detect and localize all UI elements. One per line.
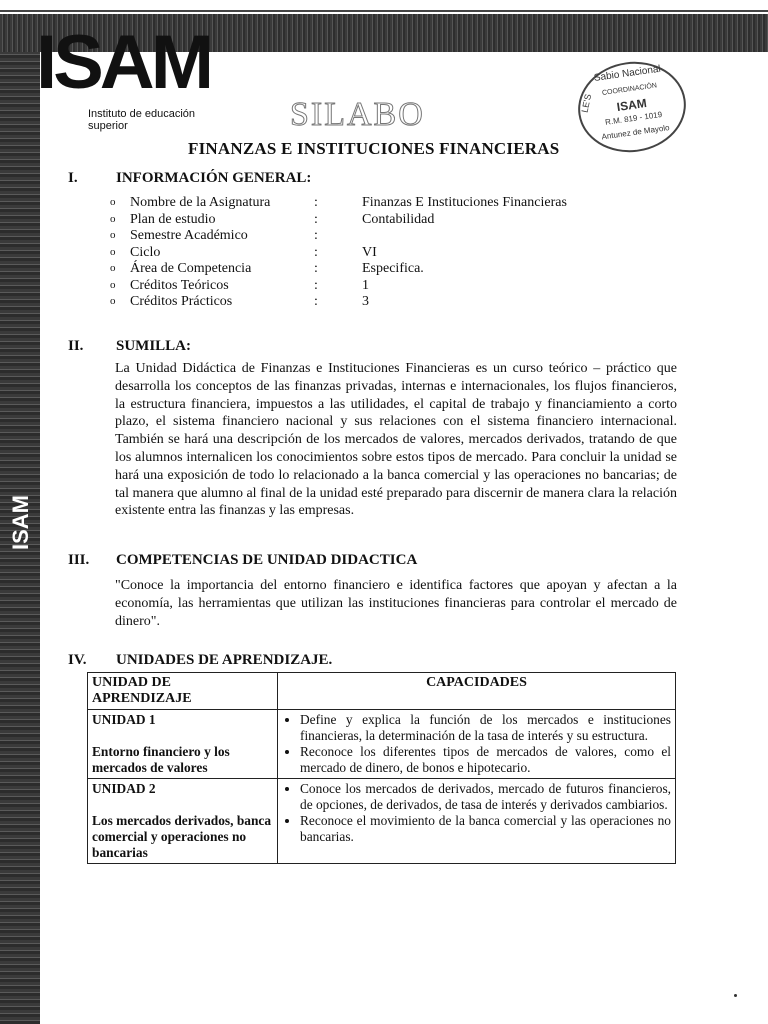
section-3-title: COMPETENCIAS DE UNIDAD DIDACTICA <box>116 552 418 568</box>
isam-logo: ISAM <box>36 20 210 105</box>
sumilla-paragraph: La Unidad Didáctica de Finanzas e Instituciones Financieras es un curso teórico – práctico que desarrolla los conceptos de las finanzas privadas, internas e internacionales, los flujos financieros, la estructura financiera, impuestos a las utilidades, el capital de trabajo y financiamiento a corto plazo, el sistema financiero nacional y sus relaciones con el sistema financiero internacional. También se hará una descripción de los mercados de valores, mercados derivados, tratando de que los alumnos internalicen los conocimientos sobre estos tipos de mercado. Para concluir la unidad se hará una exposición de todo lo relacionado a la banca comercial y las operaciones no bancarias; de tal manera que alumno al final de la unidad esté preparado para discernir de manera clara la relación existente entra las finanzas y las empresas. <box>115 361 677 519</box>
section-1-number: I. <box>68 170 78 186</box>
capacities-cell <box>278 779 676 864</box>
info-bullet: o <box>110 278 116 291</box>
info-separator: : <box>314 211 318 227</box>
info-label: Créditos Prácticos <box>130 294 233 309</box>
info-label: Área de Competencia <box>130 261 252 276</box>
capacities-cell <box>278 710 676 779</box>
section-1-title: INFORMACIÓN GENERAL: <box>116 170 312 186</box>
list-item: • Reconoce el movimiento de la banca comercial y las operaciones no bancarias. <box>300 813 671 845</box>
stamp-line-1: Sabio Nacional <box>593 63 662 84</box>
info-row <box>110 212 670 229</box>
unit-description: Entorno financiero y los mercados de valores <box>92 744 230 775</box>
info-value: Finanzas E Instituciones Financieras <box>362 195 567 210</box>
info-row <box>110 195 670 212</box>
info-bullet: o <box>110 229 116 241</box>
stamp-line-2: COORDINACIÓN <box>601 82 658 97</box>
info-bullet: o <box>110 196 116 208</box>
learning-units-table <box>87 672 676 864</box>
info-bullet: o <box>110 212 116 225</box>
side-banner-label: ISAM <box>8 495 33 550</box>
general-info-list <box>110 195 670 311</box>
section-3-number: III. <box>68 552 90 568</box>
table-row <box>88 710 676 779</box>
top-border-line <box>0 10 768 12</box>
side-banner <box>0 52 40 1024</box>
info-label: Plan de estudio <box>130 211 216 227</box>
info-separator: : <box>314 244 318 260</box>
institution-stamp <box>572 55 691 159</box>
table-row <box>88 779 676 864</box>
info-separator: : <box>314 294 318 309</box>
section-2-title: SUMILLA: <box>116 338 192 354</box>
table-header-row <box>88 673 676 710</box>
info-value: VI <box>362 244 377 260</box>
info-separator: : <box>314 277 318 293</box>
scan-speck <box>734 994 737 997</box>
unit-description: Los mercados derivados, banca comercial y operaciones no bancarias <box>92 813 272 860</box>
section-4-number: IV. <box>68 652 87 668</box>
silabo-watermark: SILABO <box>290 96 425 133</box>
info-row <box>110 278 670 295</box>
table-header-capacidades: CAPACIDADES <box>278 673 676 710</box>
table-header-unit: UNIDAD DE APRENDIZAJE <box>88 673 278 710</box>
logo-subtitle <box>88 108 195 132</box>
info-separator: : <box>314 261 318 276</box>
info-value: Especifica. <box>362 261 424 276</box>
logo-subtitle-line-1: Instituto de educación <box>88 108 196 120</box>
stamp-line-4: R.M. 819 - 1019 <box>604 109 663 127</box>
unit-cell <box>88 779 278 864</box>
info-separator: : <box>314 195 318 210</box>
list-item: • Reconoce los diferentes tipos de mercados de valores, como el mercado de dinero, de bonos e hipotecario. <box>300 744 671 776</box>
stamp-line-5: Antunez de Mayolo <box>601 123 671 142</box>
stamp-side-text: LE'S <box>579 93 594 114</box>
info-row <box>110 261 670 278</box>
info-label: Nombre de la Asignatura <box>130 195 271 210</box>
competencias-paragraph: "Conoce la importancia del entorno financiero e identifica factores que apoyan y afectan a la economía, las herramientas que utilizan las instituciones financieras para controlar el mercado de dinero". <box>115 578 677 629</box>
info-row <box>110 294 670 311</box>
info-bullet: o <box>110 295 116 307</box>
info-value: 1 <box>362 277 369 293</box>
info-row <box>110 228 670 245</box>
list-item: • Define y explica la función de los mercados e instituciones financieras, la determinación de la tasa de interés y su estructura. <box>300 712 671 744</box>
info-label: Ciclo <box>130 244 161 260</box>
capacities-list <box>282 781 671 845</box>
info-label: Créditos Teóricos <box>130 277 229 293</box>
info-separator: : <box>314 228 318 243</box>
unit-cell <box>88 710 278 779</box>
info-bullet: o <box>110 245 116 258</box>
info-label: Semestre Académico <box>130 228 248 243</box>
info-value: Contabilidad <box>362 211 435 227</box>
unit-name: UNIDAD 2 <box>92 781 156 796</box>
document-title: FINANZAS E INSTITUCIONES FINANCIERAS <box>188 139 560 158</box>
list-item: • Conoce los mercados de derivados, mercado de futuros financieros, de opciones, de derivados, de tasa de interés y derivados cambiarios. <box>300 781 671 813</box>
unit-name: UNIDAD 1 <box>92 712 156 727</box>
logo-subtitle-line-2: superior <box>88 120 128 132</box>
info-row <box>110 245 670 262</box>
section-2-number: II. <box>68 338 84 354</box>
info-bullet: o <box>110 262 116 274</box>
section-4-title: UNIDADES DE APRENDIZAJE. <box>116 652 333 668</box>
info-value: 3 <box>362 294 369 309</box>
stamp-line-3: ISAM <box>615 95 648 115</box>
capacities-list <box>282 712 671 776</box>
